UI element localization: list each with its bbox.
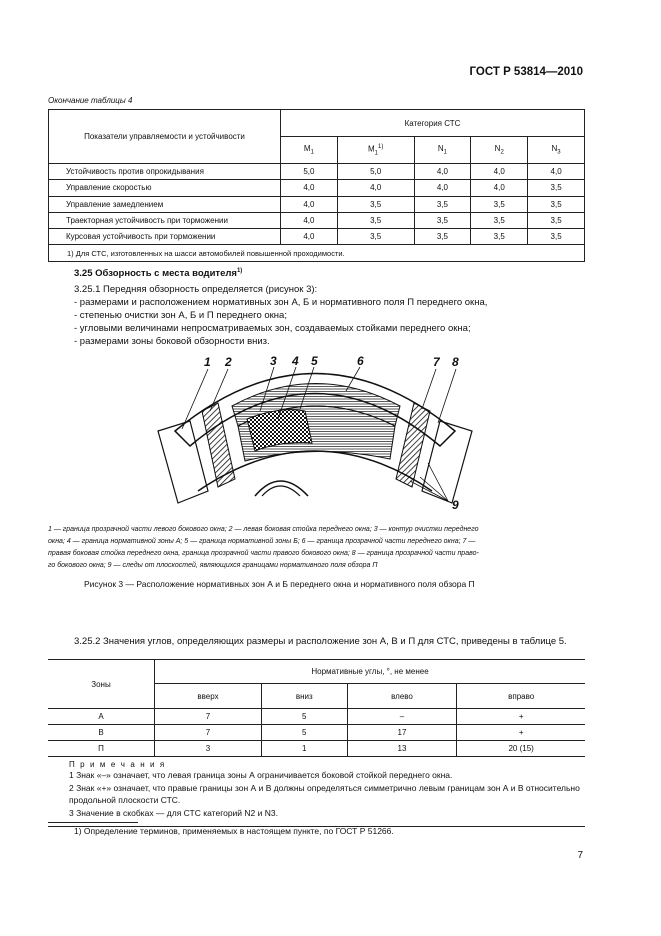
cell: 4,0 [414,180,471,196]
steering-wheel-inner [262,486,300,496]
cell: 5,0 [281,164,338,180]
section-title-sup: 1) [236,268,243,274]
table4-footnote: 1) Для СТС, изготовленных на шасси автомобилей повышенной проходимости. [49,245,585,262]
table4-col-m1-fn: $M_1^{1)}$ [337,137,414,164]
cell: 3,5 [471,229,528,245]
cell: + [457,709,585,725]
figure-legend-line: 1 — граница прозрачной части левого бокового окна; 2 — левая боковая стойка переднего окна; 3 — контур очистки переднего [48,526,479,533]
right-side-window [422,421,472,503]
row-label: Устойчивость против опрокидывания [49,164,281,180]
figure-label: 3 [270,354,277,368]
cell: 7 [155,709,262,725]
cell: 3,5 [414,229,471,245]
cell: 3,5 [471,196,528,212]
cell: 3,5 [471,212,528,228]
cell: 4,0 [337,180,414,196]
figure-label: 5 [311,354,318,368]
cell: 4,0 [471,180,528,196]
cell: 3,5 [337,212,414,228]
figure-label: 1 [204,355,211,369]
cell: 4,0 [528,164,585,180]
figure-label: 6 [357,354,364,368]
document-id: ГОСТ Р 53814—2010 [469,66,583,78]
left-side-window [158,421,208,503]
table5-header-group: Нормативные углы, °, не менее [155,660,586,684]
table-row [48,741,585,757]
row-label: Управление замедлением [49,196,281,212]
cell: 4,0 [281,212,338,228]
table-row [49,180,585,196]
table5-col: вверх [155,684,262,709]
figure-label: 2 [225,355,232,369]
cell: 3,5 [528,229,585,245]
table4-col-n2: $N_2$ [471,137,528,164]
table4-header-left: Показатели управляемости и устойчивости [49,110,281,164]
table-4 [48,109,585,262]
figure-label: 4 [292,354,299,368]
zone-cell: А [48,709,155,725]
figure-legend-line: го бокового окна; 9 — следы от плоскостей, являющихся границами нормативного поля обзора П [48,562,378,569]
section-title-text: 3.25 Обзорность с места водителя [74,268,237,280]
list-item: - угловыми величинами непросматриваемых зон, создаваемых стойками переднего окна; [74,323,471,334]
page-footnote: 1) Определение терминов, применяемых в настоящем пункте, по ГОСТ Р 51266. [74,826,394,836]
table-row [48,709,585,725]
table4-col-n1: $N_1$ [414,137,471,164]
table-row [49,229,585,245]
left-pillar [202,403,235,487]
figure-label: 7 [433,355,440,369]
paragraph-3-25-2: 3.25.2 Значения углов, определяющих размеры и расположение зон А, В и П для СТС, приведены в таблице 5. [74,636,567,647]
note-item: 1 Знак «–» означает, что левая граница зоны А ограничивается боковой стойкой переднего окна. [69,770,453,780]
note-item: 3 Значение в скобках — для СТС категорий N2 и N3. [69,807,278,818]
cell: 3,5 [337,229,414,245]
table-row [49,212,585,228]
cell: 3,5 [528,196,585,212]
table4-col-n3: $N_3$ [528,137,585,164]
footnote-rule [48,822,138,823]
table-row [49,164,585,180]
table4-caption: Окончание таблицы 4 [48,96,133,105]
list-item: - размерами зоны боковой обзорности вниз. [74,336,270,347]
leader-line [438,369,456,423]
leader-line [210,369,228,411]
table-row [48,725,585,741]
cell: 5,0 [337,164,414,180]
leader-line [422,369,436,409]
cell: 3,5 [414,196,471,212]
cell: + [457,725,585,741]
cell: 3,5 [528,212,585,228]
row-label: Траекторная устойчивость при торможении [49,212,281,228]
section-intro: 3.25.1 Передняя обзорность определяется (рисунок 3): [74,284,318,295]
cell: 4,0 [281,180,338,196]
cell: 3,5 [528,180,585,196]
cell: 20 (15) [457,741,585,757]
figure-label: 9 [452,498,459,512]
table4-col-m1: $M_1$ [281,137,338,164]
cell: 5 [261,709,347,725]
cell: 3,5 [337,196,414,212]
table4-header-group: Категория СТС [281,110,585,137]
table5-col: влево [347,684,457,709]
cell: 3,5 [414,212,471,228]
cell: 3 [155,741,262,757]
zone-cell: В [48,725,155,741]
cell: 5 [261,725,347,741]
zone-cell: П [48,741,155,757]
figure-label: 8 [452,355,459,369]
table5-col: вправо [457,684,585,709]
notes-title: П р и м е ч а н и я [69,760,166,769]
cell: 17 [347,725,457,741]
row-label: Курсовая устойчивость при торможении [49,229,281,245]
section-title [74,268,242,279]
cell: 1 [261,741,347,757]
figure-legend-line: окна; 4 — граница нормативной зоны А; 5 — граница нормативной зоны Б; 6 — граница прозрачной части переднего окна; 7 — [48,538,476,545]
table-5-body [48,659,585,827]
table5-col: вниз [261,684,347,709]
table-row [49,196,585,212]
cell: 13 [347,741,457,757]
cell: 4,0 [281,196,338,212]
cell: 4,0 [471,164,528,180]
list-item: - степенью очистки зон А, Б и П переднего окна; [74,310,287,321]
cell: – [347,709,457,725]
right-pillar [396,403,430,487]
figure-3-diagram [150,351,480,519]
cell: 4,0 [414,164,471,180]
table5-notes [48,757,585,827]
page-number: 7 [577,850,583,861]
steering-wheel [255,481,308,496]
table5-header-left: Зоны [48,660,155,709]
cell: 4,0 [281,229,338,245]
row-label: Управление скоростью [49,180,281,196]
list-item: - размерами и расположением нормативных зон А, Б и нормативного поля П переднего окна, [74,297,488,308]
cell: 7 [155,725,262,741]
note-item: 2 Знак «+» означает, что правые границы зон А и В должны определяться симметрично левым границам зон А и В относительно продольной плоскости СТС. [69,782,580,805]
trace-line [420,477,448,501]
figure-title: Рисунок 3 — Расположение нормативных зон А и Б переднего окна и нормативного поля обзора П [84,579,475,589]
figure-legend-line: правая боковая стойка переднего окна, граница прозрачной части правого бокового окна; 8 — граница прозрачной части право- [48,550,479,557]
